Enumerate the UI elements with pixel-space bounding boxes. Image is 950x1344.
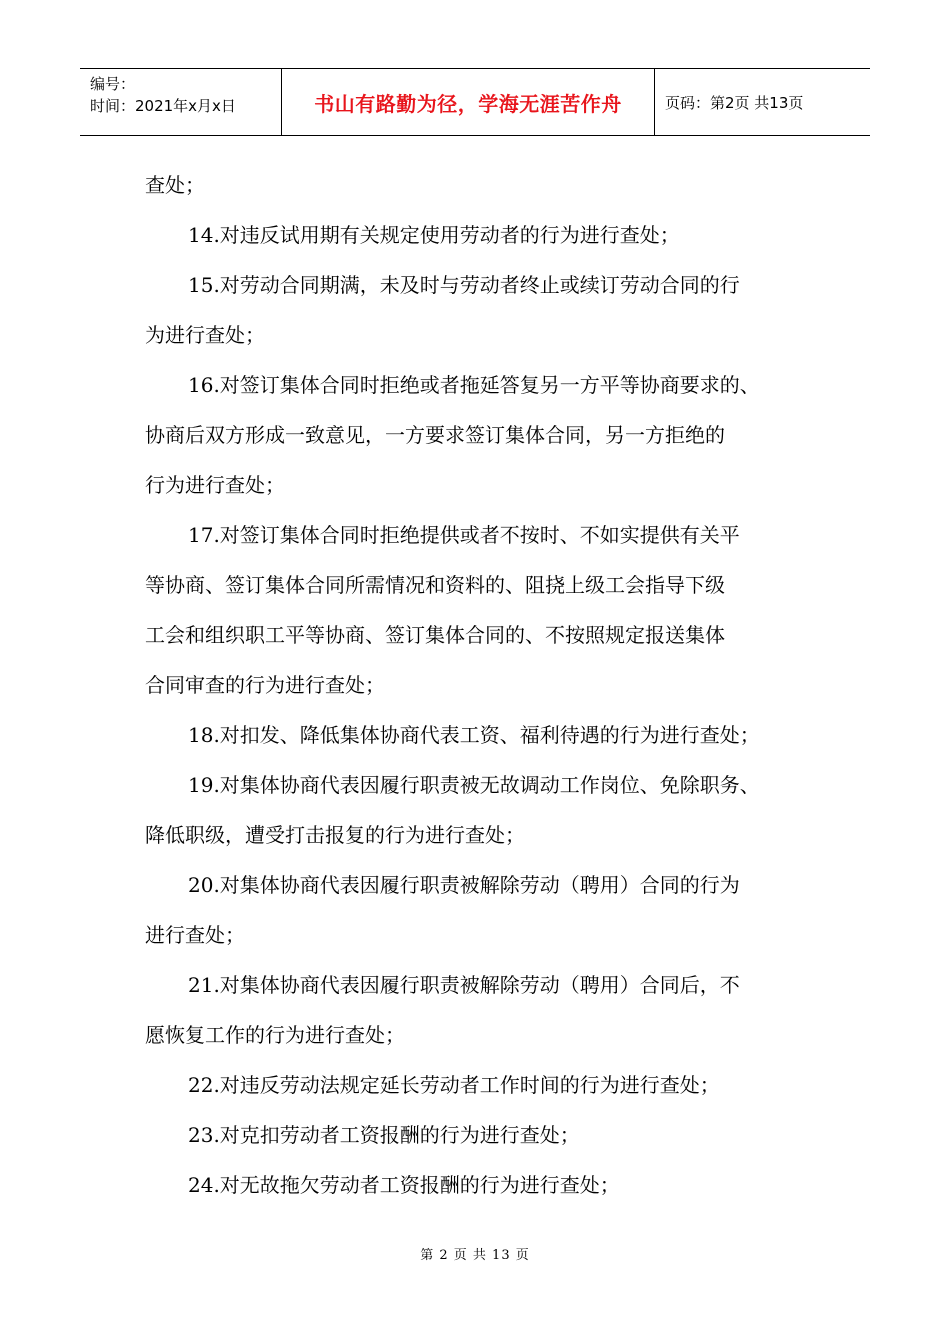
body-line: 合同审查的行为进行查处； — [145, 673, 385, 697]
body-line: 16.对签订集体合同时拒绝或者拖延答复另一方平等协商要求的、 — [188, 373, 760, 397]
body-line: 21.对集体协商代表因履行职责被解除劳动（聘用）合同后，不 — [188, 973, 740, 997]
body-line: 行为进行查处； — [145, 473, 285, 497]
header-motto: 书山有路勤为径，学海无涯苦作舟 — [282, 69, 655, 135]
body-line: 24.对无故拖欠劳动者工资报酬的行为进行查处； — [188, 1173, 620, 1197]
body-line: 22.对违反劳动法规定延长劳动者工作时间的行为进行查处； — [188, 1073, 720, 1097]
body-line: 工会和组织职工平等协商、签订集体合同的、不按照规定报送集体 — [145, 623, 725, 647]
document-code-label: 编号： — [90, 75, 136, 93]
body-line: 协商后双方形成一致意见，一方要求签订集体合同，另一方拒绝的 — [145, 423, 725, 447]
body-line: 18.对扣发、降低集体协商代表工资、福利待遇的行为进行查处； — [188, 723, 760, 747]
body-line: 15.对劳动合同期满，未及时与劳动者终止或续订劳动合同的行 — [188, 273, 740, 297]
body-line: 17.对签订集体合同时拒绝提供或者不按时、不如实提供有关平 — [188, 523, 740, 547]
document-time-label: 时间：2021年x月x日 — [90, 97, 236, 115]
body-line: 进行查处； — [145, 923, 245, 947]
body-line: 19.对集体协商代表因履行职责被无故调动工作岗位、免除职务、 — [188, 773, 760, 797]
page-footer: 第 2 页 共 13 页 — [420, 1248, 530, 1263]
header-page-info: 页码：第2页 共13页 — [665, 93, 804, 112]
body-line: 愿恢复工作的行为进行查处； — [145, 1023, 405, 1047]
body-line: 20.对集体协商代表因履行职责被解除劳动（聘用）合同的行为 — [188, 873, 740, 897]
body-line: 降低职级，遭受打击报复的行为进行查处； — [145, 823, 525, 847]
body-line: 为进行查处； — [145, 323, 265, 347]
body-line: 等协商、签订集体合同所需情况和资料的、阻挠上级工会指导下级 — [145, 573, 725, 597]
header-meta-cell — [80, 69, 282, 135]
page-header — [80, 68, 870, 136]
body-line: 14.对违反试用期有关规定使用劳动者的行为进行查处； — [188, 223, 680, 247]
body-line: 查处； — [145, 173, 205, 197]
document-body — [145, 160, 815, 1210]
body-line: 23.对克扣劳动者工资报酬的行为进行查处； — [188, 1123, 580, 1147]
